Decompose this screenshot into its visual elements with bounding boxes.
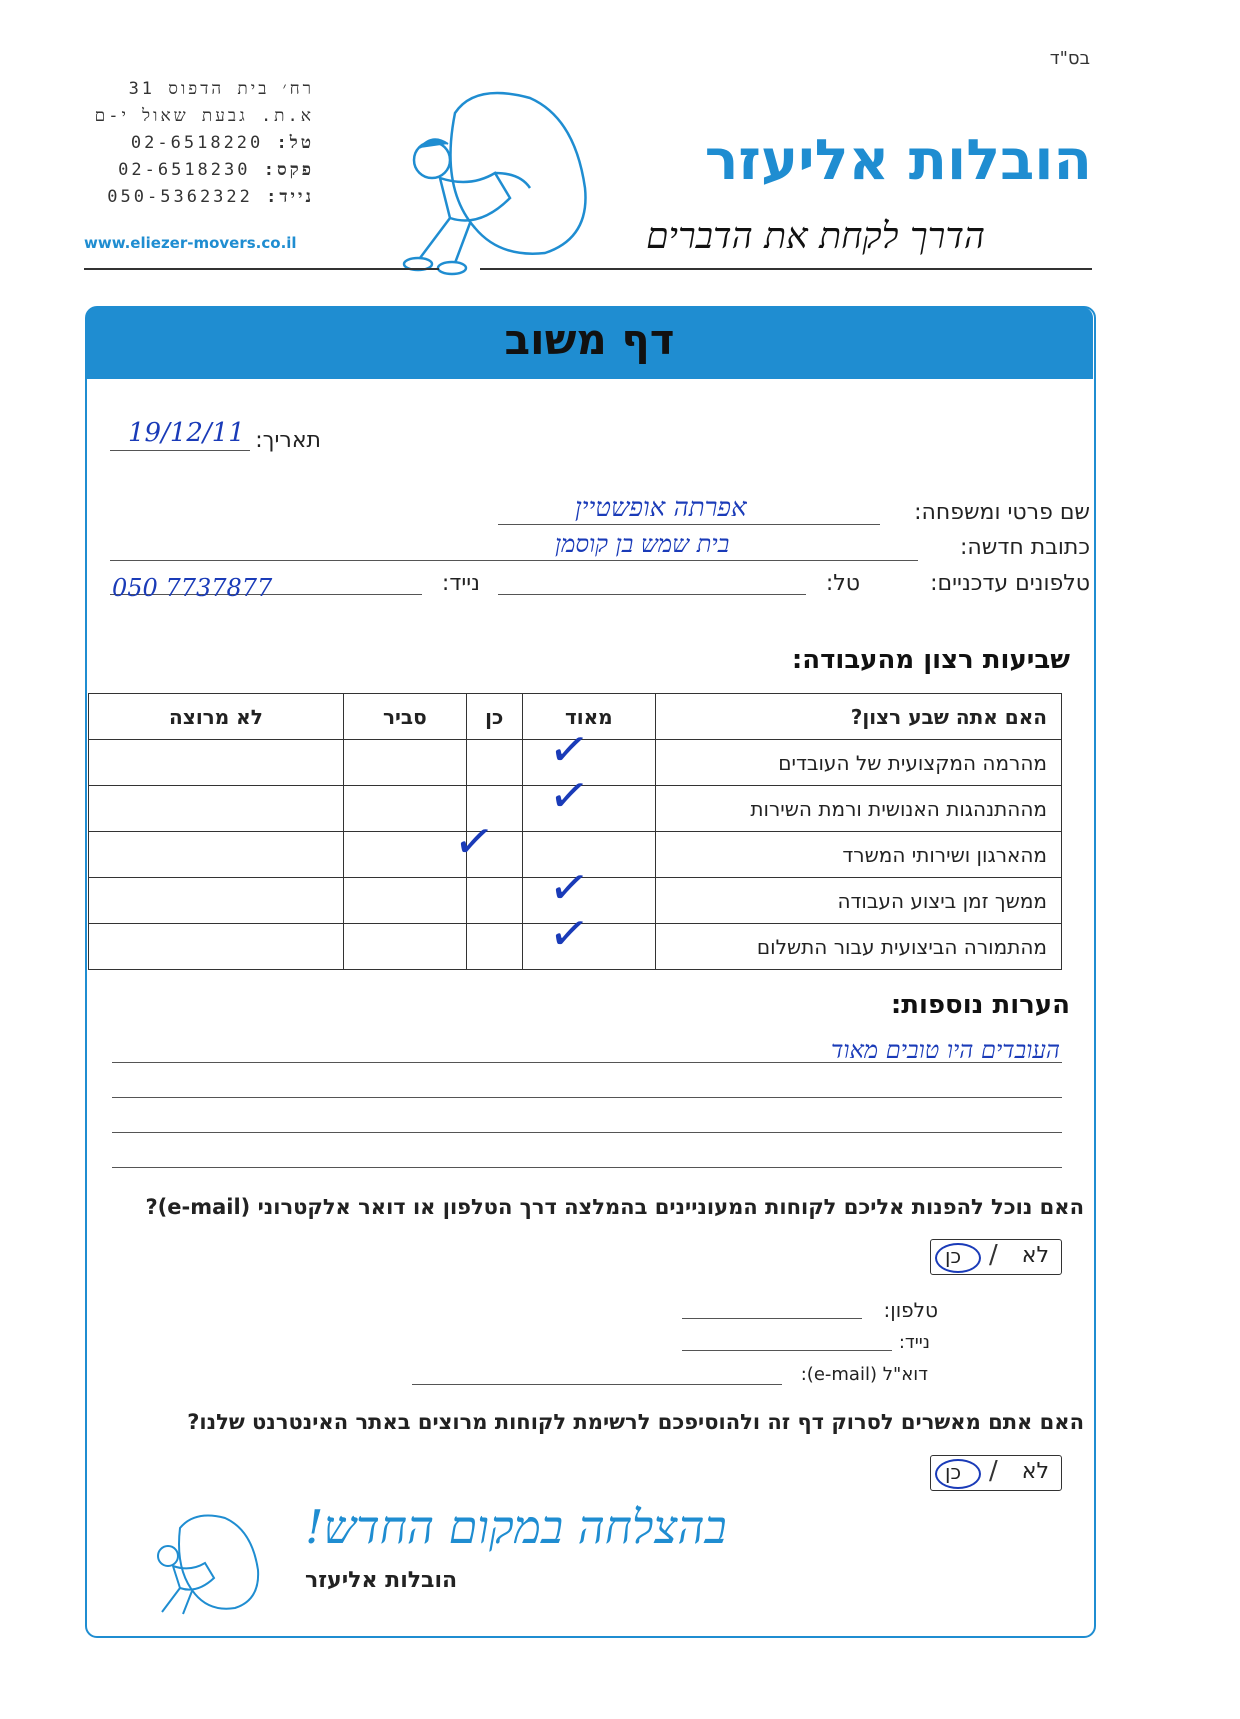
- checkbox-cell-reasonable[interactable]: [343, 878, 466, 924]
- yes-option[interactable]: כן: [945, 1460, 962, 1484]
- divider-slash: /: [989, 1456, 998, 1486]
- notes-line[interactable]: [112, 1062, 1062, 1063]
- table-row: [89, 924, 1062, 970]
- column-header: האם אתה שבע רצון?: [656, 694, 1062, 740]
- checkbox-cell-very[interactable]: [522, 765, 655, 832]
- check-mark-icon: ✓: [545, 857, 593, 919]
- address-label: כתובת חדשה:: [959, 535, 1090, 560]
- question-cell: מההתנהגות האנושית ורמת השירות: [656, 786, 1062, 832]
- checkbox-cell-reasonable[interactable]: [343, 832, 466, 878]
- address-line: א.ת. גבעת שאול י-ם: [94, 106, 314, 126]
- website-link[interactable]: www.eliezer-movers.co.il: [84, 234, 297, 252]
- address-line: [110, 560, 918, 561]
- bsd-mark: בס"ד: [1049, 48, 1090, 69]
- header-divider: [84, 268, 439, 270]
- notes-title: הערות נוספות:: [890, 990, 1070, 1020]
- column-header: לא מרוצה: [89, 694, 344, 740]
- checkbox-cell-unsatisfied[interactable]: [89, 740, 344, 786]
- column-header: סביר: [343, 694, 466, 740]
- table-row: [89, 786, 1062, 832]
- check-mark-icon: ✓: [545, 765, 593, 827]
- phone-line: טל: 02-6518220: [130, 133, 314, 153]
- selection-circle-icon: [935, 1243, 981, 1273]
- checkbox-cell-yes[interactable]: [450, 811, 522, 878]
- checkbox-cell-unsatisfied[interactable]: [89, 786, 344, 832]
- footer-slogan: בהצלחה במקום החדש!: [305, 1500, 727, 1554]
- mobile-label: נייד:: [441, 571, 480, 596]
- fax-line: פקס: 02-6518230: [118, 160, 314, 180]
- question-cell: מהתמורה הביצועית עבור התשלום: [656, 924, 1062, 970]
- date-label: תאריך:: [255, 428, 321, 453]
- checkbox-cell-yes[interactable]: [466, 878, 522, 924]
- form-title: דף משוב: [504, 315, 675, 364]
- header-divider: [480, 268, 1092, 270]
- question-cell: מהרמה המקצועית של העובדים: [656, 740, 1062, 786]
- name-value[interactable]: אפרתה אופשטיין: [575, 493, 747, 523]
- mobile-line: נייד: 050-5362322: [107, 187, 314, 207]
- address-line: רח׳ בית הדפוס 31: [128, 79, 314, 99]
- date-line: [110, 450, 250, 451]
- footer-brand: הובלות אליעזר: [305, 1568, 458, 1593]
- notes-line[interactable]: [112, 1132, 1062, 1133]
- checkbox-cell-yes[interactable]: [466, 740, 522, 786]
- tel-label: טל:: [825, 571, 860, 596]
- name-line: [498, 524, 880, 525]
- referral-mobile-line[interactable]: [682, 1350, 892, 1351]
- website-consent-question: האם אתם מאשרים לסרוק דף זה ולהוסיפכם לרשימת לקוחות מרוצים באתר האינטרנט שלנו?: [187, 1410, 1084, 1434]
- brand-name: הובלות אליעזר: [704, 128, 1092, 193]
- mascot-small-icon: [140, 1508, 270, 1623]
- notes-handwritten[interactable]: העובדים היו טובים מאוד: [830, 1036, 1060, 1064]
- check-mark-icon: ✓: [545, 719, 593, 781]
- checkbox-cell-reasonable[interactable]: [343, 924, 466, 970]
- referral-email-label: דוא"ל (e-mail):: [800, 1364, 928, 1385]
- name-label: שם פרטי ומשפחה:: [914, 500, 1090, 525]
- mascot-logo-icon: [380, 78, 610, 278]
- tel-line: [498, 594, 806, 595]
- phones-label: טלפונים עדכניים:: [930, 571, 1090, 596]
- divider-slash: /: [989, 1240, 998, 1270]
- notes-line[interactable]: [112, 1097, 1062, 1098]
- selection-circle-icon: [935, 1459, 981, 1489]
- checkbox-cell-reasonable[interactable]: [343, 786, 466, 832]
- referral-mobile-label: נייד:: [898, 1332, 930, 1353]
- checkbox-cell-unsatisfied[interactable]: [89, 878, 344, 924]
- company-address: [84, 76, 314, 211]
- check-mark-icon: ✓: [545, 903, 593, 965]
- referral-yes-no-box[interactable]: [930, 1239, 1062, 1275]
- satisfaction-title: שביעות רצון מהעבודה:: [791, 645, 1070, 675]
- question-cell: מהארגון ושירותי המשרד: [656, 832, 1062, 878]
- referral-email-line[interactable]: [412, 1384, 782, 1385]
- brand-slogan: הדרך לקחת את הדברים: [646, 216, 985, 257]
- check-mark-icon: ✓: [450, 811, 499, 873]
- checkbox-cell-yes[interactable]: [466, 924, 522, 970]
- column-header: כן: [466, 694, 522, 740]
- checkbox-cell-very[interactable]: [522, 903, 655, 970]
- referral-phone-label: טלפון:: [883, 1298, 938, 1322]
- satisfaction-table: [88, 693, 1062, 970]
- notes-line[interactable]: [112, 1167, 1062, 1168]
- checkbox-cell-reasonable[interactable]: [343, 740, 466, 786]
- no-option[interactable]: לא: [1021, 1243, 1049, 1268]
- checkbox-cell-unsatisfied[interactable]: [89, 832, 344, 878]
- consent-yes-no-box[interactable]: [930, 1455, 1062, 1491]
- question-cell: ממשך זמן ביצוע העבודה: [656, 878, 1062, 924]
- checkbox-cell-unsatisfied[interactable]: [89, 924, 344, 970]
- mobile-value[interactable]: 050 7737877: [112, 574, 273, 602]
- no-option[interactable]: לא: [1021, 1459, 1049, 1484]
- address-value[interactable]: בית שמש בן קוסמן: [555, 530, 730, 558]
- referral-question: האם נוכל להפנות אליכם לקוחות המעוניינים בהמלצה דרך הטלפון או דואר אלקטרוני (e-mail)?: [145, 1195, 1084, 1219]
- date-value[interactable]: 19/12/11: [128, 418, 245, 448]
- referral-phone-line[interactable]: [682, 1318, 862, 1319]
- yes-option[interactable]: כן: [945, 1244, 962, 1268]
- column-header: מאוד: [522, 694, 655, 740]
